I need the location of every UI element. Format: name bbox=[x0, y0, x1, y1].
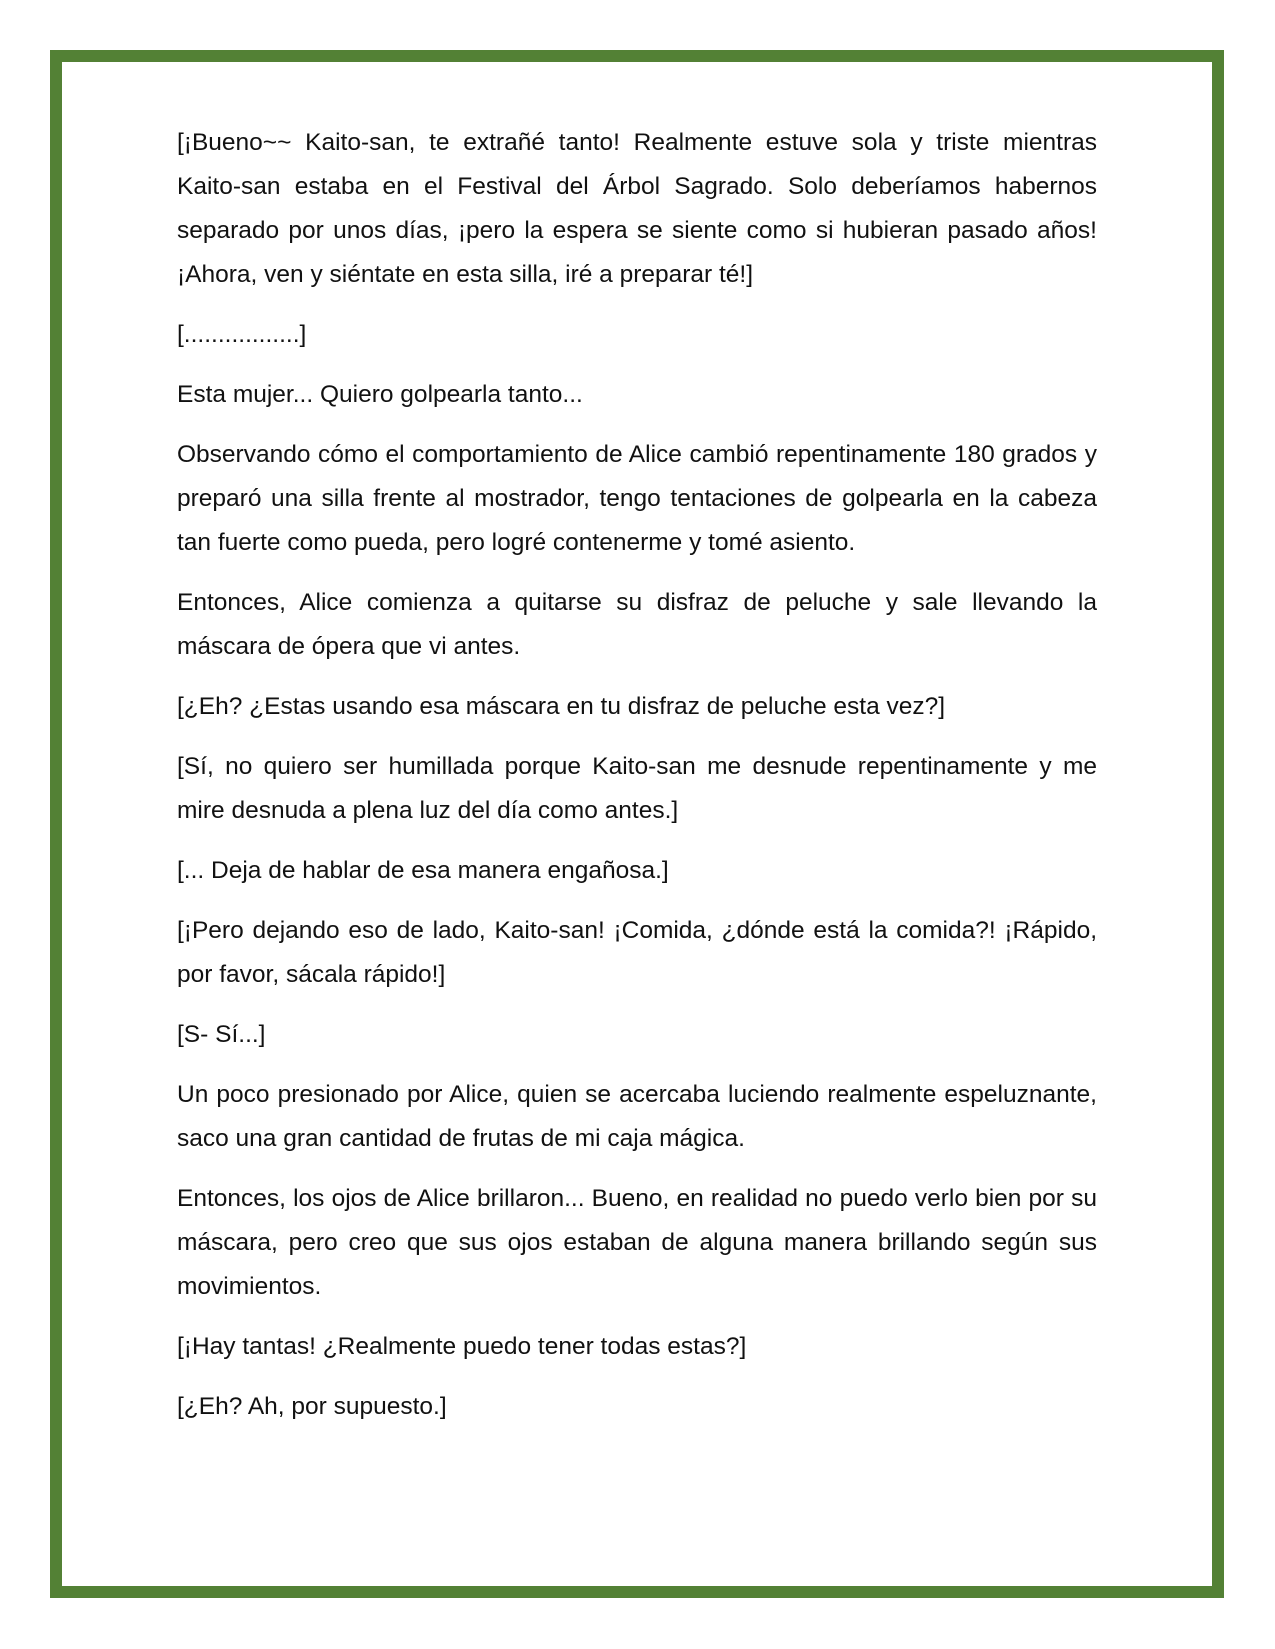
paragraph-12: Entonces, los ojos de Alice brillaron... Bueno, en realidad no puedo verlo bien por su máscara, pero creo que sus ojos estaban de alguna manera brillando según sus movimientos. bbox=[177, 1185, 1097, 1300]
paragraph-7: [Sí, no quiero ser humillada porque Kaito-san me desnude repentinamente y me mire desnuda a plena luz del día como antes.] bbox=[177, 753, 1097, 824]
paragraph-2: [.................] bbox=[177, 321, 307, 348]
paragraph-9: [¡Pero dejando eso de lado, Kaito-san! ¡Comida, ¿dónde está la comida?! ¡Rápido, por favor, sácala rápido!] bbox=[177, 917, 1097, 988]
paragraph-14: [¿Eh? Ah, por supuesto.] bbox=[177, 1393, 447, 1420]
paragraph-8: [... Deja de hablar de esa manera engañosa.] bbox=[177, 857, 669, 884]
paragraph-1: [¡Bueno~~ Kaito-san, te extrañé tanto! Realmente estuve sola y triste mientras Kaito-san estaba en el Festival del Árbol Sagrado. Solo deberíamos habernos separado por unos días, ¡pero la espera se siente como si hubieran pasado años! ¡Ahora, ven y siéntate en esta silla, iré a preparar té!] bbox=[177, 129, 1097, 288]
paragraph-11: Un poco presionado por Alice, quien se acercaba luciendo realmente espeluznante, saco una gran cantidad de frutas de mi caja mágica. bbox=[177, 1081, 1097, 1152]
paragraph-5: Entonces, Alice comienza a quitarse su disfraz de peluche y sale llevando la máscara de ópera que vi antes. bbox=[177, 589, 1097, 660]
document-body bbox=[177, 121, 1097, 1445]
paragraph-3: Esta mujer... Quiero golpearla tanto... bbox=[177, 381, 583, 408]
paragraph-4: Observando cómo el comportamiento de Alice cambió repentinamente 180 grados y preparó una silla frente al mostrador, tengo tentaciones de golpearla en la cabeza tan fuerte como pueda, pero logré contenerme y tomé asiento. bbox=[177, 441, 1097, 556]
paragraph-13: [¡Hay tantas! ¿Realmente puedo tener todas estas?] bbox=[177, 1333, 747, 1360]
paragraph-6: [¿Eh? ¿Estas usando esa máscara en tu disfraz de peluche esta vez?] bbox=[177, 693, 946, 720]
paragraph-10: [S- Sí...] bbox=[177, 1021, 266, 1048]
